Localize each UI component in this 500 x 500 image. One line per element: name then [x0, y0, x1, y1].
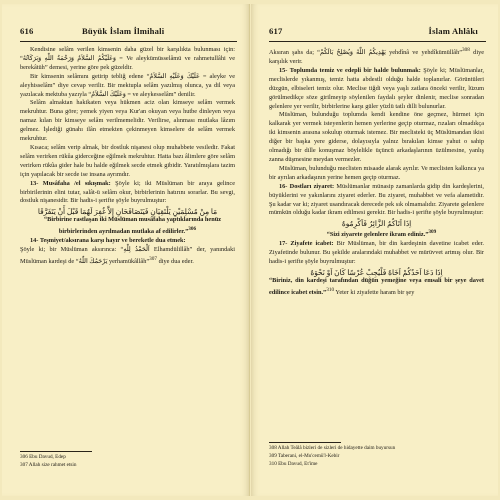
- section-text: Müslümanlar münasip zamanlarda gidip din kardeşlerini, büyüklerini ve yakınlarını ziyaret ederler. Bu ziyaret, muhabbet ve vefa alametidir. Şu kadar var ki; ziyaret usandıracak derecede pek sık olmamalıdır. Ziyarete gelenlere mümkün olduğu kadar ikram edilmesi gerekir. Bir hadis-i şerifte şöyle buyrulmuştur:: [269, 182, 484, 217]
- hadith-translation: “Birbirine rastlaşan iki Müslüman musâfaha yaptıklarında henüz birbirlerinden ayrılmadan mutlaka af edilirler.”$^{306}$: [43, 216, 222, 236]
- footnote-rule: [269, 442, 341, 443]
- footnote-ref: 306: [188, 226, 197, 233]
- running-title: Büyük İslam İlmihali: [82, 26, 165, 36]
- header-rule: [20, 41, 237, 42]
- section-heading: 15- Toplumda temiz ve edepli bir halde bulunmak:: [279, 66, 421, 74]
- right-page: [251, 4, 498, 496]
- footnote-ref: 310: [326, 286, 335, 293]
- section-text: Bir Müslüman, bir din kardeşinin davetine icabet eder. Ziyafetinde bulunur. Bu şekilde aralarındaki muhabbet ve mürüvvet artmış olur. Bir hadis-i şerifte şöyle buyrulmuştur:: [269, 240, 484, 266]
- footnote-ref: 307: [149, 256, 158, 263]
- footnote-ref: 308: [462, 47, 470, 53]
- paragraph: Selâm almaktan hakikaten veya hükmen aciz olan kimseye selâm vermek mekruhtur. Buna göre; yemek yiyen veya Kur'an okuyan veya hutbe dinleyen veya namaz kılan bir kimseye selâm verilmemelidir. Verilirse, alınması mutlaka lâzım gelmez. İşlediği günahı ilân etmekten çekinmeyen kimselere de selâm vermek mekruhtur.: [20, 99, 235, 143]
- right-page-body: [269, 46, 484, 298]
- page-number: 617: [269, 26, 283, 36]
- section-heading: 13- Musâfaha /el sıkışmak:: [30, 179, 111, 187]
- section-text: Şöyle ki; iki Müslüman bir araya gelince birbirilerinin elini tutar, salât-ü selâm okur, birbirlerinin hatırını sorarlar. Bu sevgi, dostluk nişanesidir. Bir hadis-i şerifte şöyle buyrulmuştur:: [20, 179, 236, 205]
- footnote-ref: 309: [428, 229, 437, 236]
- right-page-header: [269, 26, 486, 40]
- section-17: [269, 240, 484, 267]
- header-rule: [269, 41, 486, 42]
- paragraph: Müslüman, bulunduğu toplumda kendi kendine öne geçmez, hürmet için kalkarak yer vermek isteyenlerin hemen yerlerine geçip oturmaz, rızaları olmadıkça iki kimsenin arasına sokulup oturmak istemez. Bir meclisteki üç Müslümandan ikisi diğer bir başka yere giderse, dolayısıyla yalnız bırakılan kimse yahut o sahip olmadığı bir dille konuşmaz böylelikle üçüncü arkadaşlarının üzülmesine, yanlış zanna düşmesine meydan vermezler.: [269, 111, 484, 163]
- footnote: 306 Ebu Davud, Edep: [20, 454, 66, 460]
- running-title: İslam Ahlâkı: [428, 26, 478, 36]
- section-13: [20, 180, 235, 207]
- arabic-hadith: مَا مِنْ مُسْلِمَيْنِ يَلْتَقِيَانِ فَيَتَصَافَحَانِ إِلاَّ غُفِرَ لَهُمَا قَبْلَ أَنْ يَتَفَرَّقَا: [37, 207, 218, 217]
- footnotes: [269, 445, 484, 468]
- intro-text: Aksıran şahs da; “يَهْدِيكُمُ اللّٰهُ وَيُصْلِحُ بَالَكُمْ yehdînâ ve yehdîkümüllâh”$^{308}$ diye karşılık verir.: [269, 47, 485, 65]
- left-page-header: [20, 26, 237, 40]
- left-page-body: [20, 46, 235, 267]
- section-14: [20, 237, 235, 246]
- section-heading: 14- Teşmiyet/aksırana karşı hayır ve bereketle dua etmek:: [30, 237, 186, 245]
- section-16: [269, 183, 484, 219]
- arabic-hadith: اِذَا اَتَاكُمُ الزَّائِرُ فَاَكْرِمُوهُ: [341, 219, 412, 229]
- paragraph: Bir kimsenin selâmını getirip tebliğ edene “عَلَيْكَ وَعَلَيْهِ السَّلاَمُ = aleyke ve aleyhisselâm” diye cevap verilir. Bir mektupla selâm yazılmış olunca, ya dil veya yazılacak mektuba yazıyla “وَعَلَيْكَ السَّلاَمُ = ve aleykesselâm” denilir.: [20, 72, 235, 98]
- footnotes: [20, 454, 235, 470]
- footnote-rule: [20, 451, 92, 452]
- section-text: Şöyle ki; Müslümanlar, meclislerde yıkanmış, temiz hatta abdestli olduğu halde toplanırlar. Görüntüleri düzgün, elbiseleri temiz olur. Meclise tiğdi veya yaşlı zatlara önceki verilir, lüzum görülmedikçe söze girilmeyip söylenilen faydalı şeyler dinlenir, meclise sonradan gelenlere yer verilir, birbirlerine karşı güler yüzlü tatlı dilli bulunurlar.: [269, 66, 484, 110]
- hadith-translation: “Biriniz, din kardeşi tarafından düğün yemeğine veya emsali bir şeye davet edilince icabet etsin.”$^{310}$ Yeter ki ziyafette haram bir şey: [269, 277, 484, 297]
- section-heading: 16- Dostları ziyaret:: [279, 182, 335, 190]
- section-heading: 17- Ziyafete icabet:: [279, 240, 334, 248]
- hadith-translation: “Sizi ziyarete gelenlere ikram ediniz.”$^{309}$: [326, 229, 437, 239]
- footnote: 307 Allah size rahmet etsin: [20, 461, 77, 468]
- paragraph: Müslüman, bulunduğu meclisten misaade alarak ayrılır. Ve meclisten kalkınca ya bir ayrılan arkadaşının yerine hemen geçip oturmaz.: [269, 164, 484, 181]
- paragraph: Kısaca; selâm verip almak, bir dostluk nişanesi olup muhabbete vesiledir. Fakat selâm verirken rükûa giderceğine eğilmek mekruhtur. Hatta bazı âlimlere göre selâm verirken rükûa gider hale bu halde eğilmek secde etmek gibidir. Yaratılmışlara tazim için yapılacak bir secde ise insana ayrımdır.: [20, 143, 235, 178]
- footnote: 308 Allah Teâlâ bizleri de sizleri de hidayette daim buyursun: [269, 445, 396, 451]
- footnote: 309 Taberani, el-Mu'cemü'l-Kebir: [269, 452, 340, 459]
- section-text: Şöyle ki; bir Müslüman aksırınca: “اَلْحَمْدُ لِلّٰهِ Elhamdülillâh” der, yanındaki Müslüman kardeşi de “يَرْحَمُكَ اللّٰهُ yerhamükâllâh”$^{307}$ diye dua eder.: [20, 246, 235, 266]
- page-number: 616: [20, 26, 34, 36]
- left-page: [2, 4, 250, 496]
- footnote: 310 Ebu Davud, Et'ime: [269, 460, 318, 467]
- arabic-hadith: اِذَا دَعَا اَحَدُكُمْ اَخَاهُ فَلْيُجِبْ عُرْسًا كَانَ اَوْ نَحْوَهُ: [310, 268, 443, 278]
- section-15: [269, 67, 484, 112]
- paragraph: Kendisine selâm verilen kimsenin daha güzel bir karşılıkta bulunması için: “وَعَلَيْكُمُ السَّلاَمُ وَرَحْمَةُ اللّٰهِ وَبَرَكَاتُهُ = Ve aleykümüsselâmü ve rahmetullâhi ve berekâtüh” demesi, yerine göre pek güzeldir.: [20, 46, 236, 71]
